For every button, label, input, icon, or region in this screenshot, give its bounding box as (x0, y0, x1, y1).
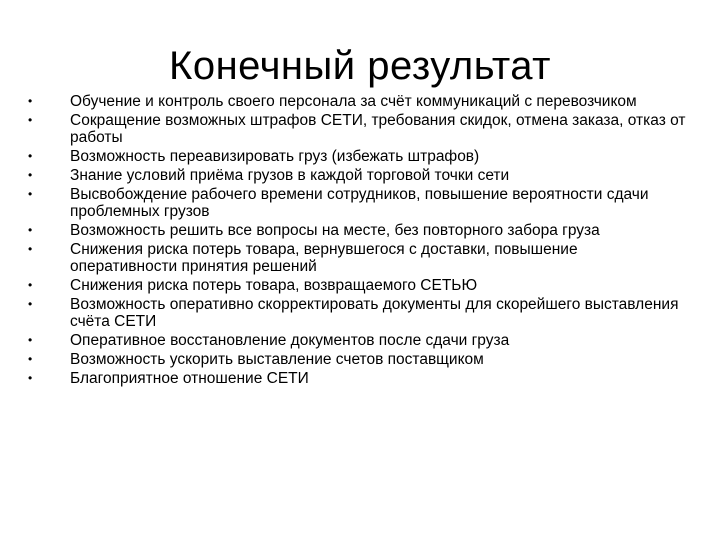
bullet-icon: • (28, 168, 33, 182)
bullet-item (26, 222, 686, 239)
bullet-item (26, 241, 686, 275)
bullet-list (26, 93, 686, 389)
bullet-text: Возможность оперативно скорректировать документы для скорейшего выставления счёта СЕТИ (70, 296, 679, 330)
bullet-icon: • (28, 278, 33, 292)
bullet-text: Возможность решить все вопросы на месте, без повторного забора груза (70, 222, 600, 239)
bullet-item (26, 112, 686, 146)
bullet-icon: • (28, 113, 33, 127)
bullet-item (26, 186, 686, 220)
bullet-text: Знание условий приёма грузов в каждой торговой точки сети (70, 167, 510, 184)
bullet-item (26, 351, 686, 368)
bullet-item (26, 148, 686, 165)
bullet-text: Снижения риска потерь товара, вернувшегося с доставки, повышение оперативности принятия решений (70, 241, 578, 275)
bullet-item (26, 370, 686, 387)
bullet-icon: • (28, 333, 33, 347)
bullet-text: Возможность ускорить выставление счетов поставщиком (70, 351, 484, 368)
bullet-text: Снижения риска потерь товара, возвращаемого СЕТЬЮ (70, 277, 478, 294)
bullet-icon: • (28, 352, 33, 366)
bullet-icon: • (28, 149, 33, 163)
slide-title: Конечный результат (169, 44, 551, 88)
bullet-text: Оперативное восстановление документов после сдачи груза (70, 332, 510, 349)
bullet-text: Возможность переавизировать груз (избежать штрафов) (70, 148, 480, 165)
bullet-text: Сокращение возможных штрафов СЕТИ, требования скидок, отмена заказа, отказ от работы (70, 112, 686, 146)
bullet-icon: • (28, 223, 33, 237)
bullet-text: Обучение и контроль своего персонала за счёт коммуникаций с перевозчиком (70, 93, 637, 110)
bullet-item (26, 93, 686, 110)
bullet-text: Высвобождение рабочего времени сотрудников, повышение вероятности сдачи проблемных грузов (70, 186, 649, 220)
bullet-item (26, 296, 686, 330)
bullet-item (26, 167, 686, 184)
bullet-item (26, 277, 686, 294)
bullet-icon: • (28, 297, 33, 311)
bullet-icon: • (28, 94, 33, 108)
bullet-text: Благоприятное отношение СЕТИ (70, 370, 309, 387)
bullet-item (26, 332, 686, 349)
bullet-icon: • (28, 371, 33, 385)
bullet-icon: • (28, 187, 33, 201)
bullet-icon: • (28, 242, 33, 256)
